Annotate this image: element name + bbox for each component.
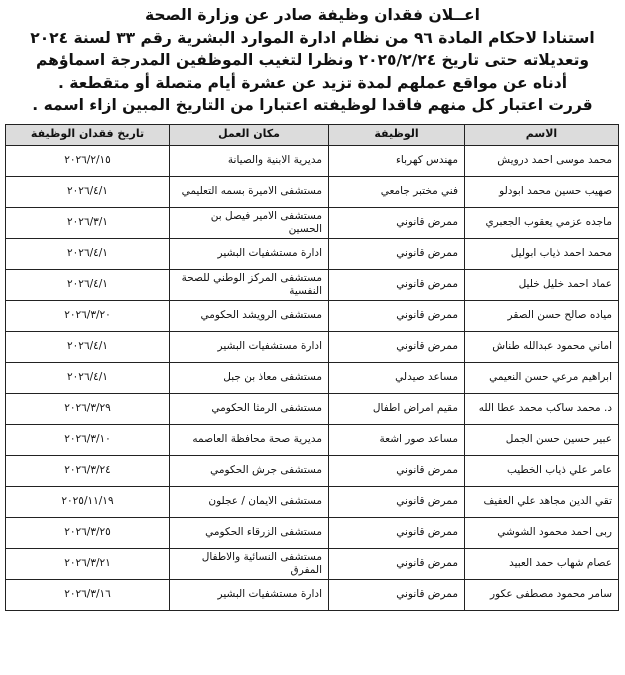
cell-date: ٢٠٢٦/٣/٢٩ xyxy=(6,393,170,424)
table-body xyxy=(6,145,619,610)
cell-name: ابراهيم مرعي حسن النعيمي xyxy=(465,362,619,393)
cell-name: مياده صالح حسن الصقر xyxy=(465,300,619,331)
heading-line-2: استنادا لاحكام المادة ٩٦ من نظام ادارة الموارد البشرية رقم ٣٣ لسنة ٢٠٢٤ xyxy=(30,28,595,47)
cell-date: ٢٠٢٦/٣/٢٤ xyxy=(6,455,170,486)
cell-job: فني مختبر جامعي xyxy=(329,176,465,207)
cell-name: ربى احمد محمود الشوشي xyxy=(465,517,619,548)
table-row xyxy=(6,424,619,455)
cell-date: ٢٠٢٦/٣/١ xyxy=(6,207,170,238)
cell-job: ممرض قانوني xyxy=(329,455,465,486)
cell-name: عبير حسين حسن الجمل xyxy=(465,424,619,455)
cell-place: ادارة مستشفيات البشير xyxy=(170,579,329,610)
cell-job: ممرض قانوني xyxy=(329,548,465,579)
header-name: الاسم xyxy=(465,124,619,145)
cell-date: ٢٠٢٦/٤/١ xyxy=(6,331,170,362)
cell-name: تقي الدين مجاهد علي العفيف xyxy=(465,486,619,517)
cell-date: ٢٠٢٥/١١/١٩ xyxy=(6,486,170,517)
cell-place: مستشفى الرويشد الحكومي xyxy=(170,300,329,331)
table-row xyxy=(6,517,619,548)
cell-place: مستشفى النسائية والاطفال المفرق xyxy=(170,548,329,579)
table-row xyxy=(6,145,619,176)
table-header-row xyxy=(6,124,619,145)
cell-name: صهيب حسين محمد ابودلو xyxy=(465,176,619,207)
cell-place: ادارة مستشفيات البشير xyxy=(170,238,329,269)
cell-job: ممرض قانوني xyxy=(329,517,465,548)
cell-place: مستشفى معاذ بن جبل xyxy=(170,362,329,393)
cell-job: ممرض قانوني xyxy=(329,269,465,300)
cell-job: ممرض قانوني xyxy=(329,486,465,517)
cell-name: سامر محمود مصطفى عكور xyxy=(465,579,619,610)
cell-place: مستشفى الاميرة بسمه التعليمي xyxy=(170,176,329,207)
cell-name: اماني محمود عبدالله طناش xyxy=(465,331,619,362)
cell-date: ٢٠٢٦/٢/١٥ xyxy=(6,145,170,176)
cell-job: ممرض قانوني xyxy=(329,331,465,362)
cell-place: مديرية الابنية والصيانة xyxy=(170,145,329,176)
header-job: الوظيفة xyxy=(329,124,465,145)
cell-name: عصام شهاب حمد العبيد xyxy=(465,548,619,579)
table-row xyxy=(6,207,619,238)
cell-date: ٢٠٢٦/٣/٢٥ xyxy=(6,517,170,548)
employees-table xyxy=(5,124,619,611)
cell-name: د. محمد ساكب محمد عطا الله xyxy=(465,393,619,424)
table-row xyxy=(6,176,619,207)
cell-name: عامر علي ذياب الخطيب xyxy=(465,455,619,486)
cell-place: مستشفى الزرقاء الحكومي xyxy=(170,517,329,548)
cell-place: ادارة مستشفيات البشير xyxy=(170,331,329,362)
table-row xyxy=(6,331,619,362)
cell-name: ماجده عزمي يعقوب الجعبري xyxy=(465,207,619,238)
cell-job: ممرض قانوني xyxy=(329,579,465,610)
cell-place: مستشفى الامير فيصل بن الحسين xyxy=(170,207,329,238)
heading-line-3: وتعديلاته حتى تاريخ ٢٠٢٥/٢/٢٤ ونظرا لتغيب الموظفين المدرجة اسماؤهم xyxy=(35,51,590,69)
heading-line-4: أدناه عن مواقع عملهم لمدة تزيد عن عشرة أيام متصلة أو متقطعة . xyxy=(57,73,568,92)
cell-date: ٢٠٢٦/٣/١٠ xyxy=(6,424,170,455)
cell-date: ٢٠٢٦/٤/١ xyxy=(6,362,170,393)
cell-date: ٢٠٢٦/٤/١ xyxy=(6,176,170,207)
cell-name: عماد احمد خليل خليل xyxy=(465,269,619,300)
announcement-heading xyxy=(6,4,619,117)
cell-job: ممرض قانوني xyxy=(329,300,465,331)
cell-name: محمد احمد ذياب ابوليل xyxy=(465,238,619,269)
cell-place: مستشفى الايمان / عجلون xyxy=(170,486,329,517)
table-row xyxy=(6,269,619,300)
header-date: تاريخ فقدان الوظيفة xyxy=(6,124,170,145)
cell-job: مهندس كهرباء xyxy=(329,145,465,176)
table-row xyxy=(6,393,619,424)
cell-date: ٢٠٢٦/٤/١ xyxy=(6,269,170,300)
cell-date: ٢٠٢٦/٣/١٦ xyxy=(6,579,170,610)
table-row xyxy=(6,548,619,579)
heading-line-5: قررت اعتبار كل منهم فاقدا لوظيفته اعتبارا من التاريخ المبين ازاء اسمه . xyxy=(32,96,593,114)
cell-date: ٢٠٢٦/٣/٢١ xyxy=(6,548,170,579)
cell-job: ممرض قانوني xyxy=(329,207,465,238)
cell-job: مساعد صور اشعة xyxy=(329,424,465,455)
cell-job: مساعد صيدلي xyxy=(329,362,465,393)
cell-place: مستشفى المركز الوطني للصحة النفسية xyxy=(170,269,329,300)
table-row xyxy=(6,362,619,393)
cell-name: محمد موسى احمد درويش xyxy=(465,145,619,176)
table-row xyxy=(6,579,619,610)
cell-job: ممرض قانوني xyxy=(329,238,465,269)
cell-date: ٢٠٢٦/٣/٢٠ xyxy=(6,300,170,331)
table-row xyxy=(6,238,619,269)
cell-place: مديرية صحة محافظة العاصمه xyxy=(170,424,329,455)
table-row xyxy=(6,300,619,331)
cell-place: مستشفى الرمثا الحكومي xyxy=(170,393,329,424)
header-place: مكان العمل xyxy=(170,124,329,145)
cell-job: مقيم امراض اطفال xyxy=(329,393,465,424)
table-row xyxy=(6,455,619,486)
heading-line-1: اعــلان فقدان وظيفة صادر عن وزارة الصحة xyxy=(145,6,480,24)
table-row xyxy=(6,486,619,517)
cell-place: مستشفى جرش الحكومي xyxy=(170,455,329,486)
cell-date: ٢٠٢٦/٤/١ xyxy=(6,238,170,269)
